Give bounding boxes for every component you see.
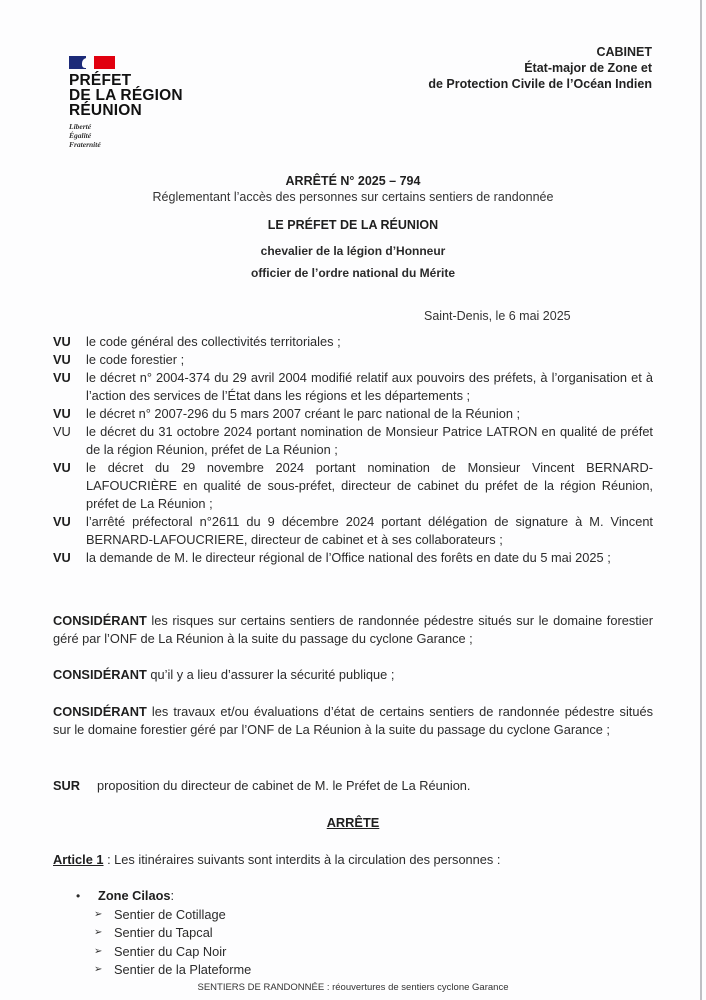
republic-motto [69, 122, 183, 149]
vu-keyword: VU [53, 352, 71, 367]
french-flag-icon [69, 56, 115, 69]
vu-text: le décret n° 2007-296 du 5 mars 2007 créant le parc national de la Réunion ; [86, 406, 521, 421]
vu-text: l’arrêté préfectoral n°2611 du 9 décembre 2024 portant délégation de signature à M. Vincent BERNARD-LAFOUCRIERE, directeur de cabinet et à ses collaborateurs ; [86, 514, 653, 547]
motto-line: Liberté [69, 122, 92, 131]
article-text: : Les itinéraires suivants sont interdits à la circulation des personnes : [103, 852, 501, 867]
vu-list [53, 333, 653, 567]
prefet-title: LE PRÉFET DE LA RÉUNION [267, 218, 439, 232]
arrow-bullet-icon: ➢ [94, 927, 103, 938]
sur-keyword: SUR [53, 778, 81, 793]
vu-keyword: VU [53, 550, 71, 565]
prefecture-logo [69, 56, 183, 149]
arrow-bullet-icon: ➢ [94, 945, 103, 957]
trail-name: Sentier du Tapcal [114, 925, 213, 940]
arrete-subtitle: Réglementant l’accès des personnes sur certains sentiers de randonnée [152, 190, 554, 204]
considerant-keyword: CONSIDÉRANT [53, 667, 147, 682]
trail-name: Sentier de Cotillage [114, 906, 226, 922]
trail-item [76, 924, 251, 943]
trail-name: Sentier du Cap Noir [114, 943, 227, 959]
considerant-text: les risques sur certains sentiers de randonnée pédestre situés sur le domaine forestier géré par l’ONF de La Réunion à la suite du passage du cyclone Garance ; [53, 613, 653, 646]
vu-item [53, 549, 653, 567]
vu-text: le décret n° 2004-374 du 29 avril 2004 modifié relatif aux pouvoirs des préfets, à l’organisation et à l’action des services de l’État dans les régions et les départements ; [86, 370, 653, 403]
vu-text: la demande de M. le directeur régional de l’Office national des forêts en date du 5 mai 2025 ; [86, 550, 611, 565]
cabinet-line: État-major de Zone et [524, 61, 652, 75]
vu-keyword: VU [53, 406, 71, 421]
sur-text: proposition du directeur de cabinet de M. le Préfet de La Réunion. [97, 778, 471, 793]
considerant-item [53, 612, 653, 648]
zone-name: Zone Cilaos [98, 888, 171, 903]
vu-text: le code forestier ; [86, 352, 185, 367]
article-1 [53, 851, 653, 869]
logo-title-line: PRÉFET [69, 72, 132, 89]
considerant-keyword: CONSIDÉRANT [53, 613, 147, 628]
vu-keyword: VU [53, 514, 71, 529]
prefet-quality: officier de l’ordre national du Mérite [250, 266, 456, 280]
considerant-text: qu’il y a lieu d’assurer la sécurité publique ; [146, 667, 395, 682]
bullet-icon: • [76, 889, 81, 903]
vu-item [53, 423, 653, 459]
sur-clause [53, 777, 653, 795]
title-block [0, 173, 706, 281]
logo-title-line: DE LA RÉGION [69, 87, 183, 104]
vu-keyword: VU [53, 370, 71, 385]
vu-keyword: VU [53, 460, 71, 475]
arrow-bullet-icon: ➢ [94, 964, 103, 975]
scan-edge-line [700, 0, 702, 1000]
considerant-keyword: CONSIDÉRANT [53, 704, 147, 719]
considerant-item [53, 703, 653, 739]
motto-line: Fraternité [69, 140, 101, 149]
marianne-icon [82, 58, 92, 68]
trail-item [76, 906, 251, 925]
vu-item [53, 513, 653, 549]
zone-item [76, 887, 251, 906]
zone-suffix: : [170, 888, 175, 903]
vu-text: le décret du 31 octobre 2024 portant nomination de Monsieur Patrice LATRON en qualité de préfet de la région Réunion, préfet de La Réunion ; [86, 424, 653, 457]
logo-title [69, 73, 183, 118]
cabinet-line: de Protection Civile de l’Océan Indien [428, 77, 652, 91]
trail-item [76, 943, 251, 962]
vu-item [53, 369, 653, 405]
vu-keyword: VU [53, 424, 71, 439]
zone-list [76, 887, 251, 980]
arrow-bullet-icon: ➢ [94, 908, 103, 920]
vu-item [53, 333, 653, 351]
cabinet-line: CABINET [596, 45, 652, 59]
vu-item [53, 459, 653, 513]
issuing-service [428, 44, 652, 92]
vu-text: le décret du 29 novembre 2024 portant nomination de Monsieur Vincent BERNARD-LAFOUCRIÈRE en qualité de sous-préfet, directeur de cabinet du préfet de la région Réunion, préfet de La Réunion ; [86, 460, 653, 511]
considerant-item [53, 666, 653, 684]
trail-name: Sentier de la Plateforme [114, 962, 252, 977]
motto-line: Égalité [69, 131, 92, 140]
logo-title-line: RÉUNION [69, 102, 142, 119]
vu-item [53, 351, 653, 369]
trail-item [76, 961, 251, 980]
arrete-heading: ARRÊTE [326, 815, 380, 830]
prefet-quality: chevalier de la légion d’Honneur [260, 244, 446, 258]
considerant-text: les travaux et/ou évaluations d’état de certains sentiers de randonnée pédestre situés sur le domaine forestier géré par l’ONF de La Réunion à la suite du passage du cyclone Garance ; [53, 704, 653, 737]
article-label: Article 1 [53, 852, 104, 867]
vu-keyword: VU [53, 334, 71, 349]
vu-item [53, 405, 653, 423]
page-footer: SENTIERS DE RANDONNÉE : réouvertures de sentiers cyclone Garance [197, 982, 509, 993]
arrete-number: ARRÊTÉ N° 2025 – 794 [285, 174, 421, 188]
place-date: Saint-Denis, le 6 mai 2025 [424, 309, 571, 323]
vu-text: le code général des collectivités territoriales ; [86, 334, 341, 349]
